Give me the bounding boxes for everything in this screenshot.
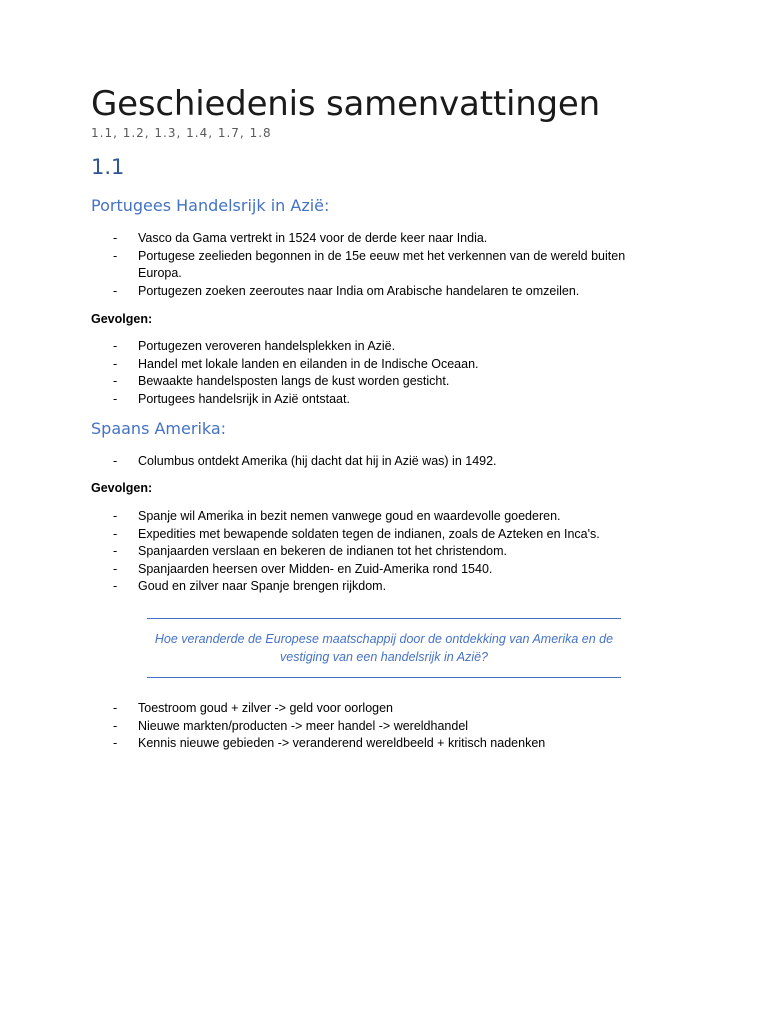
list-item <box>91 356 671 374</box>
list-item <box>91 718 671 736</box>
list-item-text: Kennis nieuwe gebieden -> veranderend wereldbeeld + kritisch nadenken <box>138 736 546 751</box>
list-item-text: Toestroom goud + zilver -> geld voor oorlogen <box>138 701 394 715</box>
list-item-text: Portugese zeelieden begonnen in de 15e eeuw met het verkennen van de wereld buiten Europa. <box>138 248 626 281</box>
list-item <box>91 338 671 356</box>
list-item <box>91 508 671 526</box>
subheading-spaans-amerika: Spaans Amerika: <box>91 419 227 438</box>
bullet-list-portugees <box>91 230 671 300</box>
list-item <box>91 561 671 579</box>
list-item-text: Bewaakte handelsposten langs de kust worden gesticht. <box>138 374 450 389</box>
list-item <box>91 578 671 596</box>
list-item-text: Vasco da Gama vertrekt in 1524 voor de derde keer naar India. <box>138 231 488 245</box>
list-item <box>91 391 671 409</box>
list-item <box>91 230 671 248</box>
bullet-dash: - <box>113 561 118 576</box>
document-title: Geschiedenis samenvattingen <box>91 84 600 124</box>
list-item-text: Spanje wil Amerika in bezit nemen vanwege goud en waardevolle goederen. <box>138 509 561 523</box>
bullet-dash: - <box>113 718 118 733</box>
list-item <box>91 283 671 301</box>
list-item <box>91 373 671 391</box>
list-item <box>91 526 671 544</box>
gevolgen-label: Gevolgen: <box>91 312 153 326</box>
bullet-dash: - <box>113 339 118 353</box>
list-item-text: Portugezen veroveren handelsplekken in Azië. <box>138 339 396 353</box>
quote-text: Hoe veranderde de Europese maatschappij door de ontdekking van Amerika en de vestiging van een handelsrijk in Azië? <box>154 632 614 664</box>
list-item <box>91 453 671 471</box>
list-item-text: Portugezen zoeken zeeroutes naar India om Arabische handelaren te omzeilen. <box>138 283 580 298</box>
bullet-dash: - <box>113 454 118 468</box>
list-item-text: Nieuwe markten/producten -> meer handel -> wereldhandel <box>138 718 469 733</box>
list-item-text: Columbus ontdekt Amerika (hij dacht dat hij in Azië was) in 1492. <box>138 454 497 468</box>
list-item-text: Expedities met bewapende soldaten tegen de indianen, zoals de Azteken en Inca's. <box>138 526 600 541</box>
intense-quote <box>147 618 621 678</box>
bullet-dash: - <box>113 248 118 263</box>
bullet-list-spaans <box>91 453 671 471</box>
bullet-dash: - <box>113 509 118 523</box>
list-item-text: Spanjaarden verslaan en bekeren de indianen tot het christendom. <box>138 544 508 559</box>
list-item <box>91 543 671 561</box>
bullet-dash: - <box>113 283 118 298</box>
gevolgen-list-portugees <box>91 338 671 408</box>
answer-list <box>91 700 671 753</box>
bullet-dash: - <box>113 391 118 406</box>
bullet-dash: - <box>113 356 118 371</box>
list-item-text: Handel met lokale landen en eilanden in de Indische Oceaan. <box>138 356 479 371</box>
bullet-dash: - <box>113 701 118 715</box>
subheading-portugees-handelsrijk: Portugees Handelsrijk in Azië: <box>91 196 330 215</box>
gevolgen-label: Gevolgen: <box>91 481 153 495</box>
list-item <box>91 248 671 283</box>
bullet-dash: - <box>113 526 118 541</box>
document-subtitle: 1.1, 1.2, 1.3, 1.4, 1.7, 1.8 <box>91 126 272 140</box>
bullet-dash: - <box>113 736 118 751</box>
bullet-dash: - <box>113 579 118 594</box>
gevolgen-list-spaans <box>91 508 671 596</box>
bullet-dash: - <box>113 374 118 389</box>
bullet-dash: - <box>113 231 118 245</box>
list-item-text: Portugees handelsrijk in Azië ontstaat. <box>138 391 350 406</box>
bullet-dash: - <box>113 544 118 559</box>
list-item <box>91 735 671 753</box>
list-item-text: Goud en zilver naar Spanje brengen rijkdom. <box>138 579 387 594</box>
list-item <box>91 700 671 718</box>
section-heading-1-1: 1.1 <box>91 155 125 179</box>
list-item-text: Spanjaarden heersen over Midden- en Zuid-Amerika rond 1540. <box>138 561 493 576</box>
